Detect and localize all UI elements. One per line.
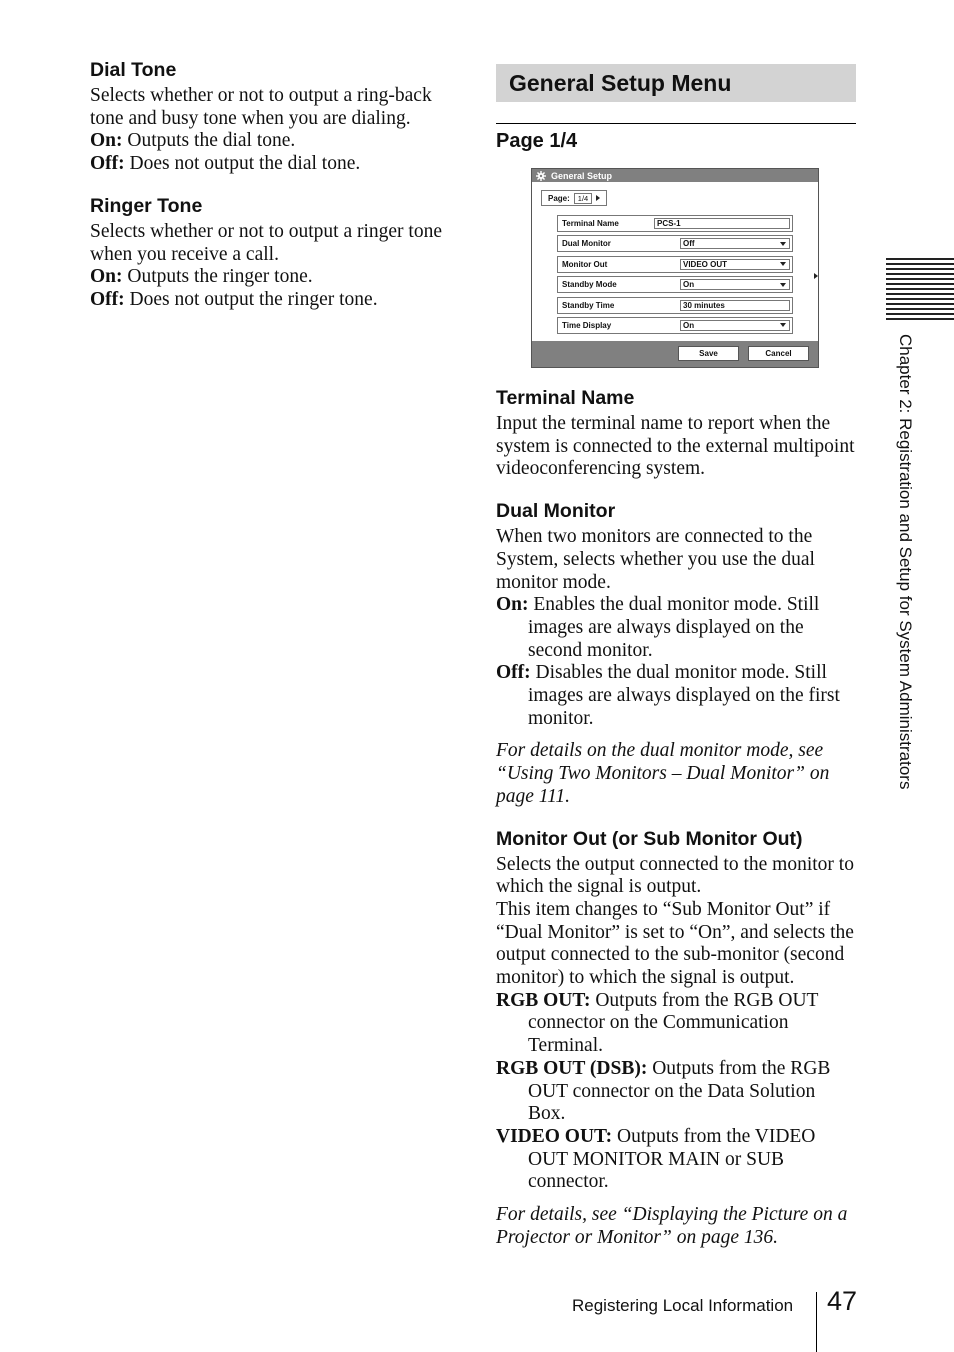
setting-label: Time Display [562,320,612,330]
footer-divider [816,1292,817,1352]
menu-title-band [496,64,856,102]
chapter-side-label: Chapter 2: Registration and Setup for System Administrators [896,334,915,790]
page-selector[interactable] [541,190,607,206]
setting-label: Standby Mode [562,280,617,290]
section-rule [496,123,856,124]
setting-row-terminal-name [557,215,793,232]
setting-rows [557,215,793,337]
chevron-down-icon [780,283,786,287]
monitor-out-note: For details, see “Displaying the Picture on a Projector or Monitor” on page 136. [496,1204,848,1248]
standby-mode-select[interactable]: On [680,279,790,290]
dual-monitor-section [496,499,856,808]
cancel-button[interactable]: Cancel [748,346,809,361]
page-heading: Page 1/4 [496,130,578,152]
dual-monitor-select[interactable]: Off [680,238,790,249]
ringer-tone-on: On: Outputs the ringer tone. [90,266,313,288]
page-number: 47 [827,1286,858,1316]
dial-tone-body: Selects whether or not to output a ring-back tone and busy tone when you are dialing. [90,85,432,129]
dual-monitor-heading: Dual Monitor [496,500,616,523]
general-setup-screen [531,168,819,368]
setting-label: Dual Monitor [562,239,611,249]
dial-tone-heading: Dial Tone [90,59,177,81]
setting-row-standby-time [557,297,793,314]
monitor-out-rgb-dsb: RGB OUT (DSB): Outputs from the RGB OUT connector on the Data Solution Box. [496,1057,831,1125]
page-selector-value: 1/4 [574,193,592,204]
page-next-arrow-icon[interactable] [596,195,600,201]
time-display-select[interactable]: On [680,320,790,331]
setting-label: Terminal Name [562,219,619,228]
dial-tone-on: On: Outputs the dial tone. [90,130,296,152]
chevron-down-icon [780,242,786,246]
monitor-out-body1: Selects the output connected to the monitor to which the signal is output. [496,853,854,898]
monitor-out-rgb: RGB OUT: Outputs from the RGB OUT connector on the Communication Terminal. [496,989,819,1057]
chevron-down-icon [780,323,786,327]
monitor-out-select[interactable]: VIDEO OUT [680,259,790,270]
scroll-right-arrow-icon[interactable] [814,273,818,279]
terminal-name-input[interactable]: PCS-1 [654,218,790,229]
ringer-tone-body: Selects whether or not to output a ringer tone when you receive a call. [90,220,442,265]
setting-row-standby-mode [557,276,793,293]
ringer-tone-section [90,194,452,312]
chapter-tab-stripes [886,258,954,323]
screen-footer-bar [532,341,818,367]
setting-row-time-display [557,317,793,334]
setting-label: Standby Time [562,300,615,310]
ringer-tone-heading: Ringer Tone [90,194,203,217]
screen-titlebar [532,169,818,182]
chevron-down-icon [780,262,786,266]
ringer-tone-off: Off: Does not output the ringer tone. [90,288,378,310]
monitor-out-video: VIDEO OUT: Outputs from the VIDEO OUT MONITOR MAIN or SUB connector. [496,1125,816,1193]
dual-monitor-off: Off: Disables the dual monitor mode. Still images are always displayed on the first monitor. [496,662,840,729]
monitor-out-body2: This item changes to “Sub Monitor Out” if “Dual Monitor” is set to “On”, and selects the output connected to the sub-monitor (second monitor) to which the signal is output. [496,898,854,989]
dual-monitor-note: For details on the dual monitor mode, see “Using Two Monitors – Dual Monitor” on page 111. [496,740,830,807]
setting-row-dual-monitor [557,235,793,252]
setting-label: Monitor Out [562,259,608,269]
dial-tone-off: Off: Does not output the dial tone. [90,153,361,175]
dial-tone-section [90,58,452,176]
monitor-out-heading: Monitor Out (or Sub Monitor Out) [496,827,803,850]
screen-title: General Setup [551,170,613,181]
dual-monitor-body: When two monitors are connected to the System, selects whether you use the dual monitor mode. [496,526,815,593]
monitor-out-section [496,827,856,1250]
terminal-name-body: Input the terminal name to report when the system is connected to the external multipoint videoconferencing system. [496,413,855,480]
menu-title: General Setup Menu [509,69,732,96]
left-column [90,58,452,330]
footer-section-label: Registering Local Information [572,1296,794,1315]
save-button[interactable]: Save [678,346,739,361]
standby-time-input[interactable]: 30 minutes [680,300,790,311]
page-selector-label: Page: [548,193,570,203]
setting-row-monitor-out [557,256,793,273]
gear-icon [536,171,546,181]
terminal-name-heading: Terminal Name [496,387,635,409]
terminal-name-section [496,386,856,481]
dual-monitor-on: On: Enables the dual monitor mode. Still images are always displayed on the second monitor. [496,594,820,661]
